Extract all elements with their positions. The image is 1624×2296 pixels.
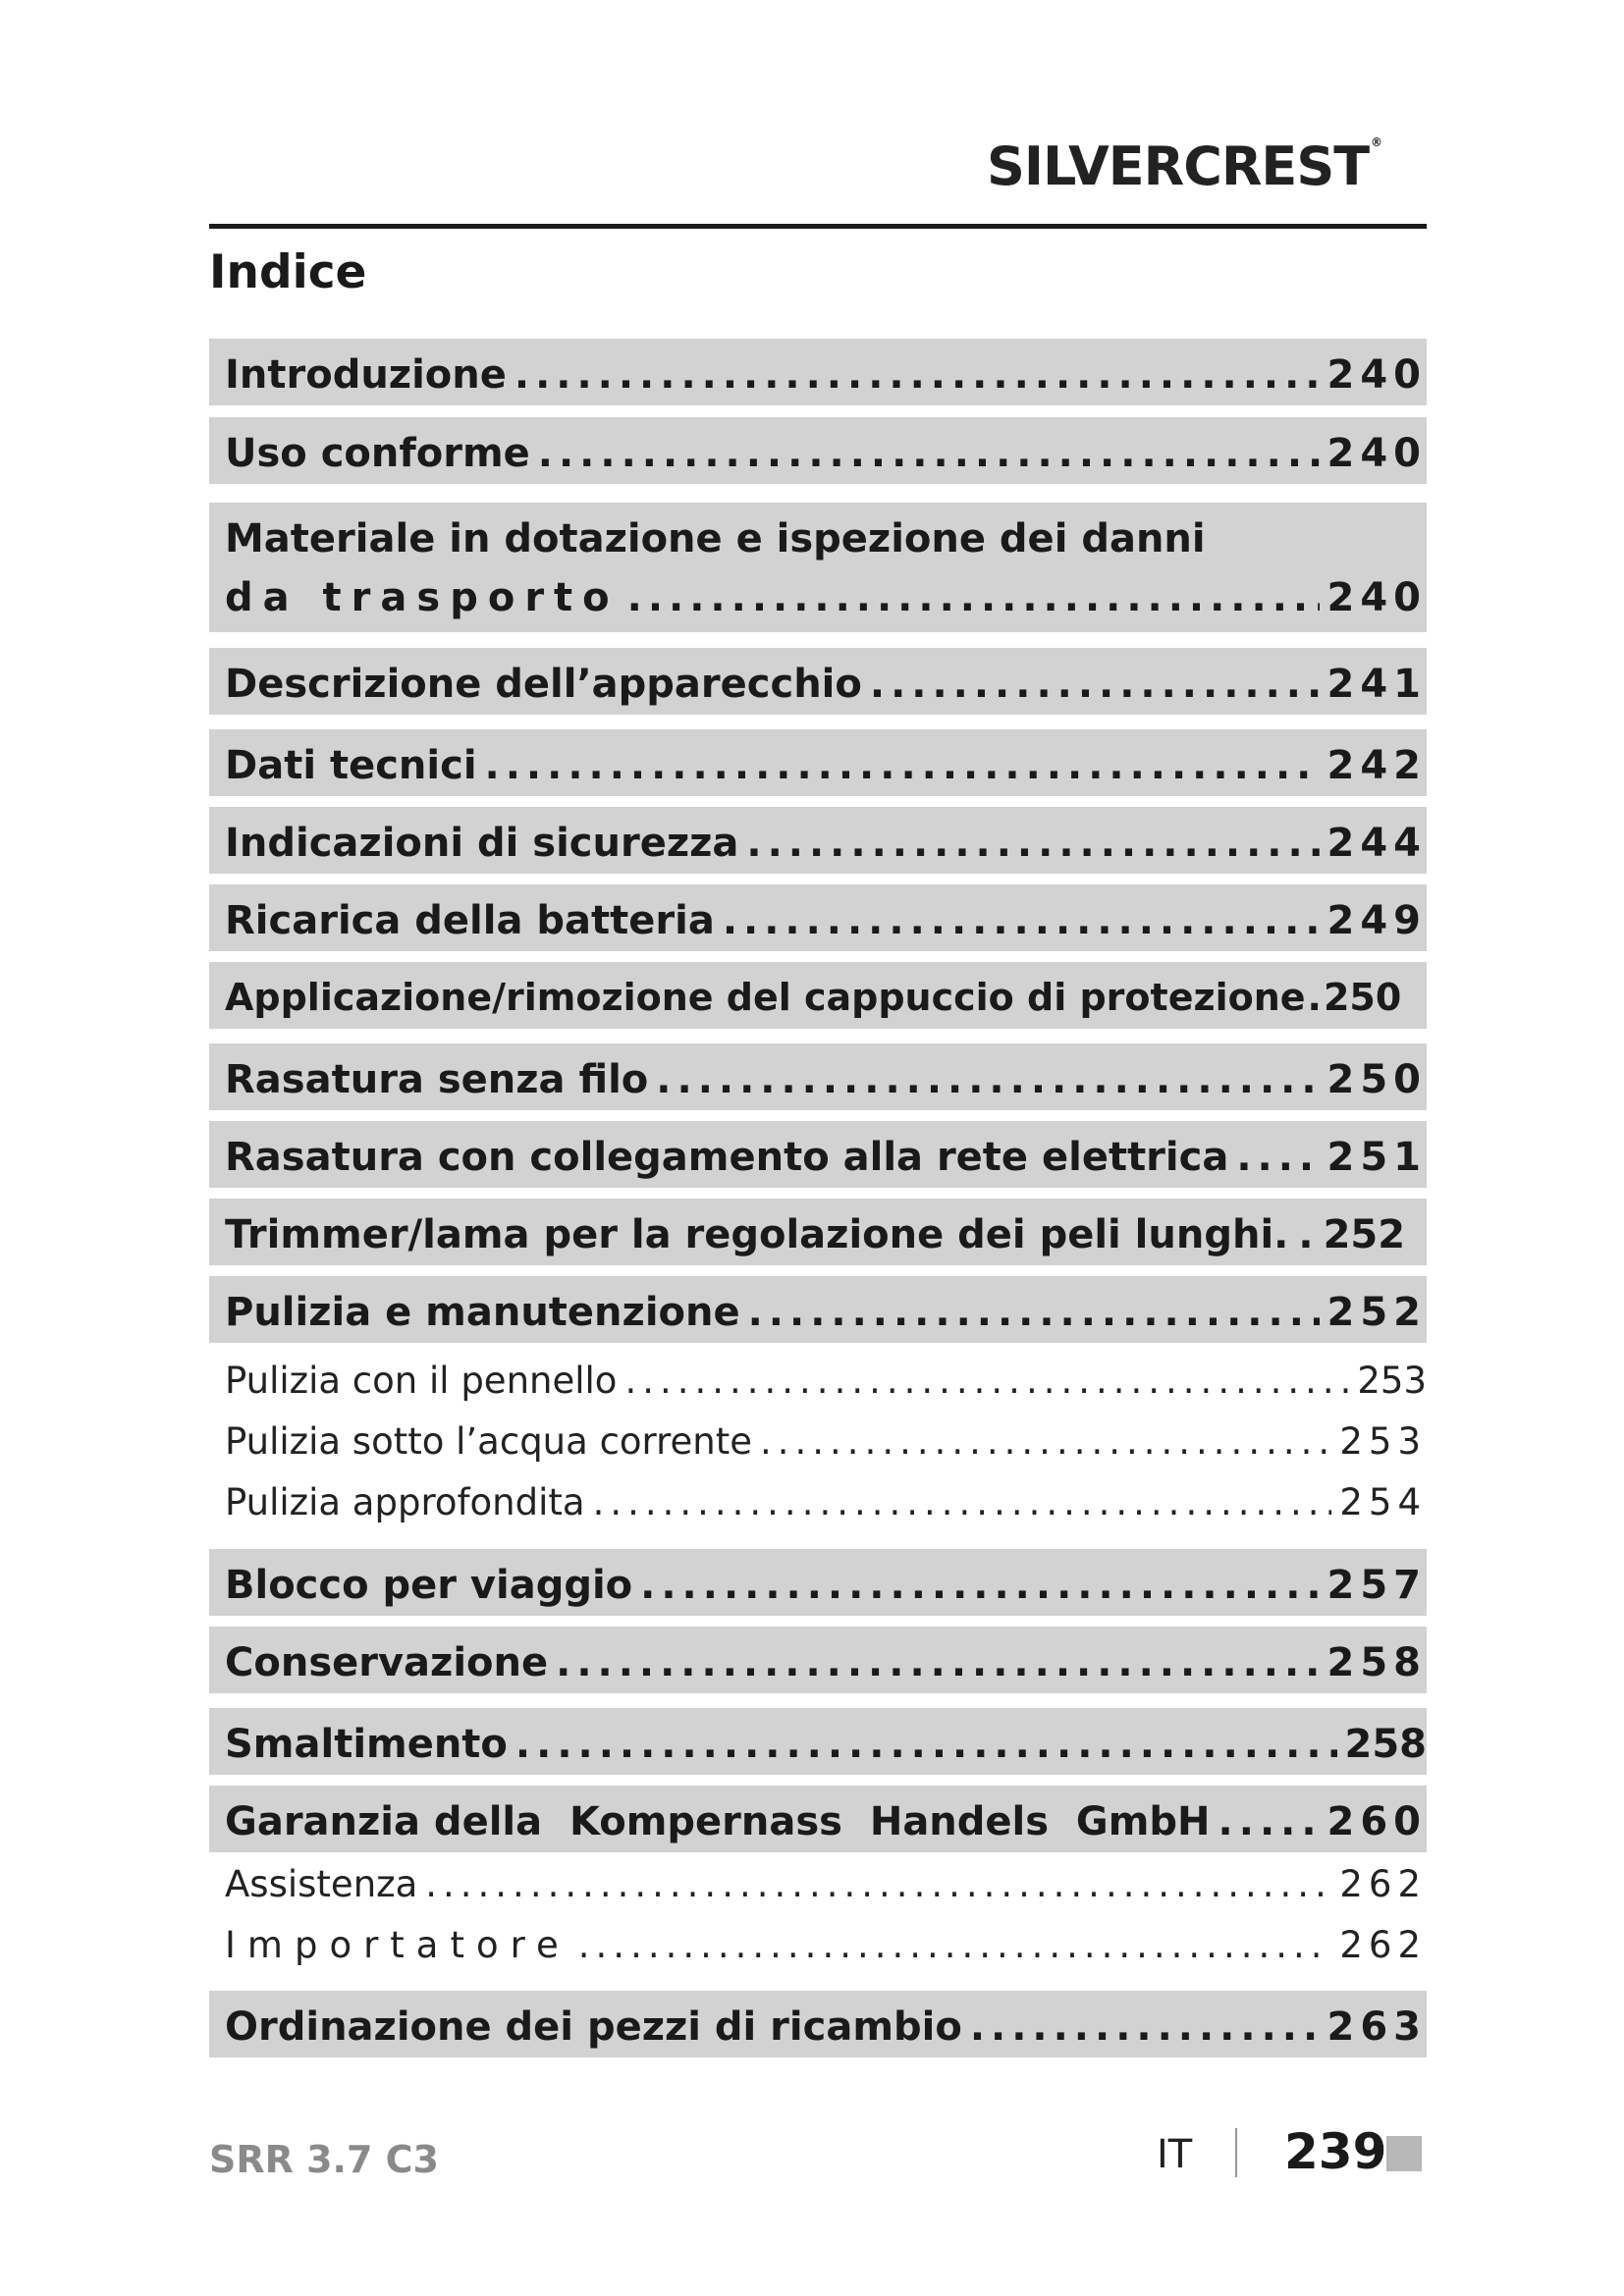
- toc-label: Rasatura con collegamento alla rete elettrica: [225, 1135, 1229, 1180]
- footer-divider: [1235, 2128, 1237, 2177]
- toc-page: 250: [1323, 976, 1402, 1019]
- page-title: Indice: [209, 245, 367, 299]
- toc-page: 249: [1326, 898, 1427, 943]
- toc-label: Dati tecnici: [225, 743, 477, 788]
- toc-label: Materiale in dotazione e ispezione dei danni: [225, 516, 1206, 561]
- toc-page: 260: [1326, 1799, 1427, 1844]
- toc-label: Pulizia e manutenzione: [225, 1290, 740, 1335]
- toc-page: 262: [1339, 1863, 1427, 1905]
- toc-page: 252: [1326, 1290, 1427, 1335]
- toc-page: 253: [1339, 1420, 1427, 1463]
- toc-subentry[interactable]: [209, 1411, 1427, 1471]
- toc-page: 263: [1326, 2004, 1427, 2050]
- toc-label: Pulizia sotto l’acqua corrente: [225, 1420, 752, 1463]
- toc-label: Pulizia con il pennello: [225, 1360, 618, 1402]
- toc-subentry[interactable]: [209, 1855, 1427, 1916]
- toc-page: 240: [1326, 352, 1427, 398]
- brand-logo: SILVERCREST ®: [987, 135, 1382, 197]
- footer-model: SRR 3.7 C3: [209, 2138, 439, 2181]
- toc-subentry[interactable]: [209, 1350, 1427, 1411]
- toc-entry[interactable]: [209, 1043, 1427, 1110]
- toc-page: 244: [1326, 821, 1427, 866]
- toc-page: 258: [1326, 1640, 1427, 1685]
- toc-label: Ordinazione dei pezzi di ricambio: [225, 2004, 962, 2050]
- toc-page: 253: [1357, 1360, 1427, 1402]
- toc-label: Uso conforme: [225, 431, 530, 476]
- footer-square-icon: [1386, 2136, 1422, 2171]
- toc-page: 250: [1326, 1057, 1427, 1102]
- toc-entry[interactable]: [209, 648, 1427, 715]
- toc-label: Descrizione dell’apparecchio: [225, 662, 862, 707]
- toc-page: 240: [1326, 575, 1427, 620]
- toc-label: da trasporto: [225, 575, 620, 620]
- toc-entry[interactable]: [209, 503, 1427, 632]
- toc-page: 240: [1326, 431, 1427, 476]
- toc-entry[interactable]: [209, 1549, 1427, 1616]
- toc-label: Smaltimento: [225, 1722, 508, 1767]
- toc-label: Ricarica della batteria: [225, 898, 715, 943]
- toc-page: 258: [1344, 1722, 1427, 1767]
- toc-page: 262: [1339, 1924, 1427, 1966]
- toc-entry[interactable]: [209, 339, 1427, 405]
- toc-entry[interactable]: Trimmer/lama per la regolazione dei peli lunghi. . 252: [209, 1199, 1427, 1265]
- footer-language: IT: [1157, 2132, 1193, 2177]
- toc-page: 241: [1326, 662, 1427, 707]
- toc-page: 257: [1326, 1563, 1427, 1608]
- toc-label: Introduzione: [225, 352, 507, 398]
- toc-label: Applicazione/rimozione del cappuccio di protezione: [225, 976, 1306, 1019]
- toc-page: 251: [1326, 1135, 1427, 1180]
- toc-entry[interactable]: [209, 1627, 1427, 1693]
- toc-label: Conservazione: [225, 1640, 549, 1685]
- toc-label: Importatore: [225, 1924, 570, 1966]
- toc-entry[interactable]: [209, 417, 1427, 484]
- toc-entry[interactable]: Applicazione/rimozione del cappuccio di protezione . 250: [209, 962, 1427, 1029]
- toc-page: 242: [1326, 743, 1427, 788]
- toc-subentry[interactable]: [209, 1916, 1427, 1977]
- toc-entry[interactable]: [209, 884, 1427, 951]
- toc-entry[interactable]: [209, 1121, 1427, 1188]
- toc-label: Assistenza: [225, 1863, 418, 1905]
- header-rule: [209, 224, 1427, 229]
- toc-label: Trimmer/lama per la regolazione dei peli lunghi.: [225, 1212, 1289, 1257]
- toc-label: Indicazioni di sicurezza: [225, 821, 739, 866]
- toc-label: Blocco per viaggio: [225, 1563, 633, 1608]
- toc-entry[interactable]: [209, 1708, 1427, 1775]
- toc-label: Pulizia approfondita: [225, 1481, 585, 1523]
- footer-page-number: 239: [1284, 2123, 1387, 2180]
- toc-entry[interactable]: [209, 729, 1427, 796]
- toc-entry[interactable]: [209, 1991, 1427, 2057]
- toc-subentry[interactable]: [209, 1471, 1427, 1532]
- toc-entry[interactable]: [209, 807, 1427, 874]
- toc-page: 252: [1323, 1212, 1406, 1257]
- toc-label: Rasatura senza filo: [225, 1057, 649, 1102]
- toc-entry[interactable]: [209, 1276, 1427, 1343]
- toc-page: 254: [1339, 1481, 1427, 1523]
- toc-label: Garanzia della Kompernass Handels GmbH: [225, 1799, 1211, 1844]
- toc-entry[interactable]: [209, 1786, 1427, 1852]
